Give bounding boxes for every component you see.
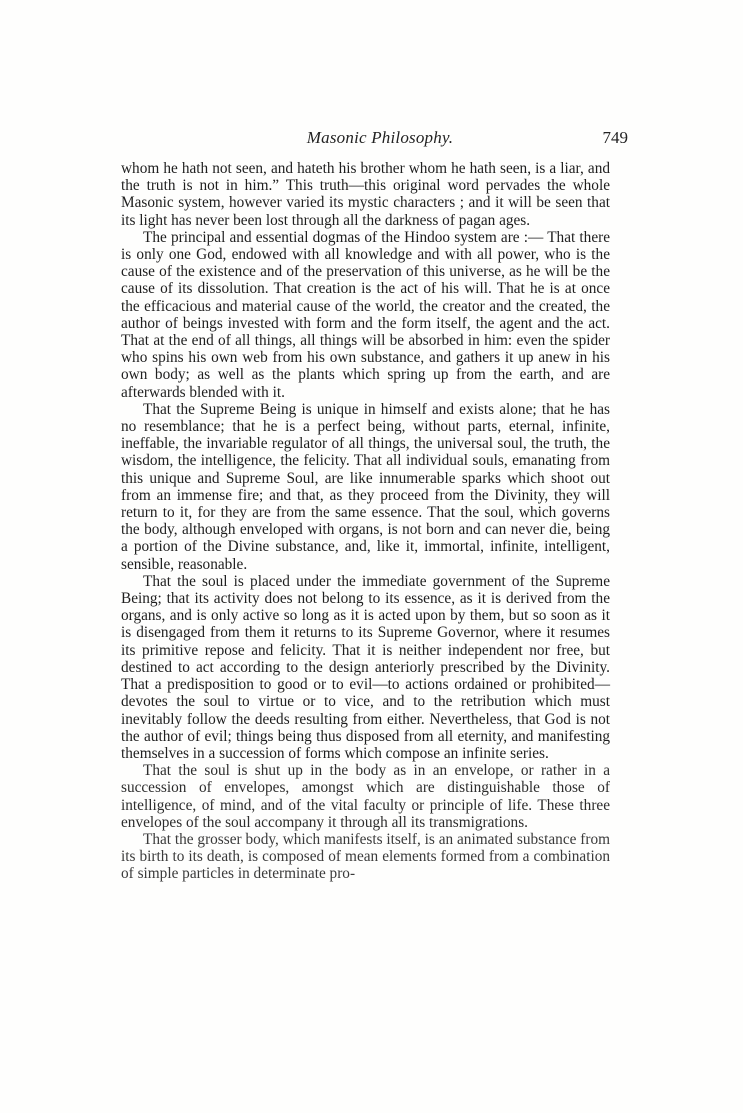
body-text <box>121 160 610 883</box>
page-number: 749 <box>602 128 628 147</box>
paragraph-soul-government: That the soul is placed under the immediate government of the Supreme Being; that its activity does not belong to its essence, as it is derived from the organs, and is only active so long as it is acted upon by them, but so soon as it is disengaged from them it returns to its Supreme Governor, where it resumes its primitive repose and felicity. That it is neither independent nor free, but destined to act according to the design anteriorly prescribed by the Divinity. That a predisposition to good or to evil—to actions ordained or prohibited—devotes the soul to virtue or to vice, and to the retribution which must inevitably follow the deeds resulting from either. Nevertheless, that God is not the author of evil; things being thus disposed from all eternity, and manifesting themselves in a succession of forms which compose an infinite series. <box>121 572 610 762</box>
paragraph-supreme-being: That the Supreme Being is unique in himself and exists alone; that he has no resemblance; that he is a perfect being, without parts, eternal, infinite, ineffable, the invariable regulator of all things, the universal soul, the truth, the wisdom, the intelligence, the felicity. That all individual souls, emanating from this unique and Supreme Soul, are like innumerable sparks which shoot out from an immense fire; and that, as they proceed from the Divinity, they will return to it, for they are from the same essence. That the soul, which governs the body, although enveloped with organs, is not born and can never die, being a portion of the Divine substance, and, like it, immortal, infinite, intelligent, sensible, reasonable. <box>121 400 610 573</box>
paragraph-hindoo-dogmas: The principal and essential dogmas of the Hindoo system are :— That there is only one God, endowed with all knowledge and with all power, who is the cause of the existence and of the preservation of this universe, as he will be the cause of its dissolution. That creation is the act of his will. That he is at once the efficacious and material cause of the world, the creator and the created, the author of beings invested with form and the form itself, the agent and the act. That at the end of all things, all things will be absorbed in him: even the spider who spins his own web from his own substance, and gathers it up anew in his own body; as well as the plants which spring up from the earth, and are afterwards blended with it. <box>121 228 610 401</box>
running-head <box>120 128 640 154</box>
paragraph-continuation: whom he hath not seen, and hateth his brother whom he hath seen, is a liar, and the truth is not in him.” This truth—this original word pervades the whole Masonic system, however varied its mystic characters ; and it will be seen that its light has never been lost through all the darkness of pagan ages. <box>121 160 610 229</box>
paragraph-soul-envelopes: That the soul is shut up in the body as in an envelope, or rather in a succession of envelopes, amongst which are distinguishable those of intelligence, of mind, and of the vital faculty or principle of life. These three envelopes of the soul accompany it through all its transmigrations. <box>121 762 610 831</box>
paragraph-grosser-body: That the grosser body, which manifests itself, is an animated substance from its birth to its death, is composed of mean elements formed from a combination of simple particles in determinate pro- <box>121 830 610 883</box>
running-title: Masonic Philosophy. <box>306 128 454 147</box>
